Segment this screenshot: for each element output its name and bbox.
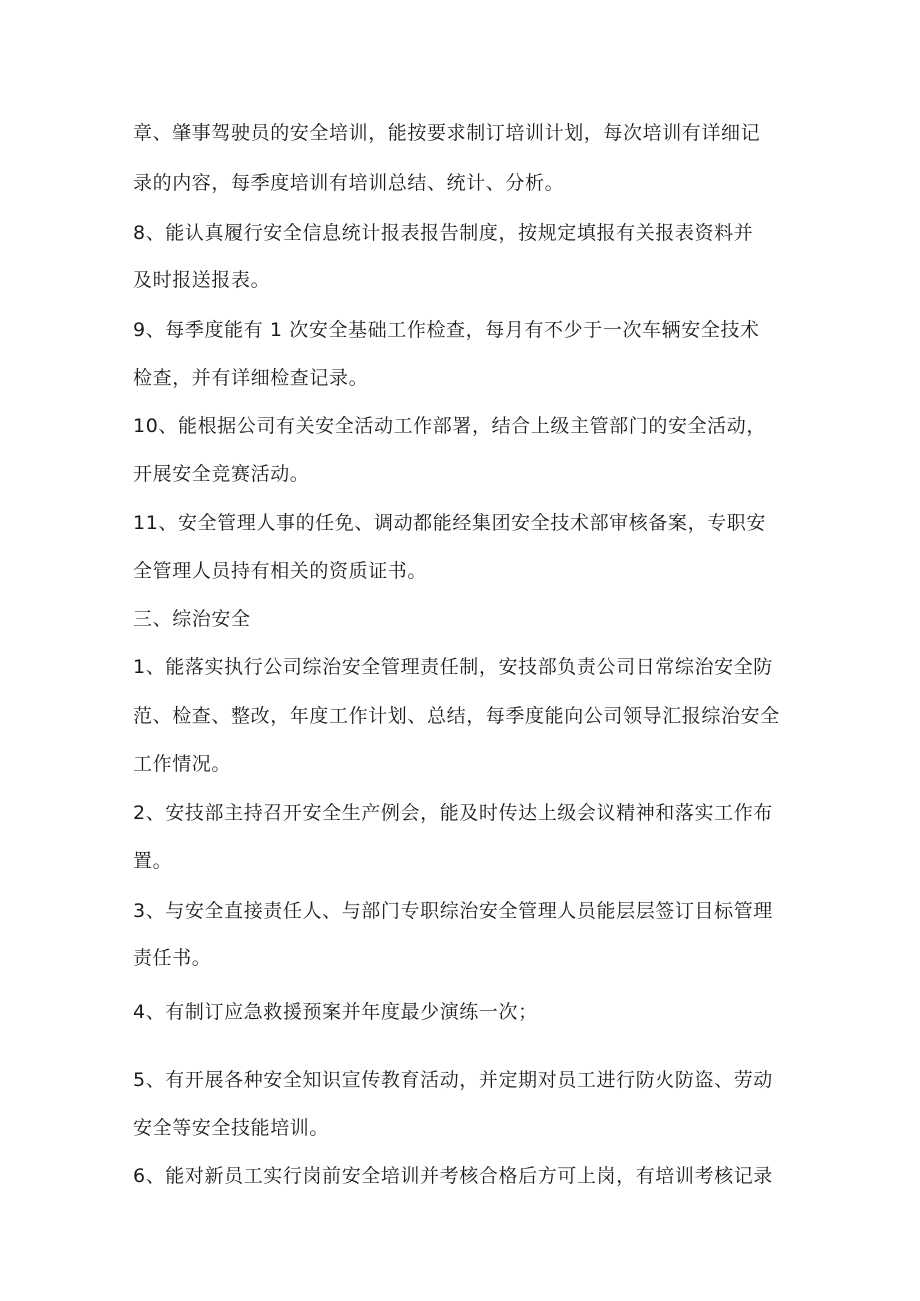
text-line: 9、每季度能有 1 次安全基础工作检查，每月有不少于一次车辆安全技术 [133,319,760,341]
text-line: 5、有开展各种安全知识宣传教育活动，并定期对员工进行防火防盗、劳动 [133,1069,773,1091]
text-line: 6、能对新员工实行岗前安全培训并考核合格后方可上岗，有培训考核记录 [133,1165,773,1187]
text-line: 及时报送报表。 [133,269,271,291]
text-line: 2、安技部主持召开安全生产例会，能及时传达上级会议精神和落实工作布 [133,802,773,824]
text-line: 4、有制订应急救援预案并年度最少演练一次； [133,1001,538,1023]
text-line: 安全等安全技能培训。 [133,1117,330,1139]
text-line: 置。 [133,850,173,872]
text-line: 全管理人员持有相关的资质证书。 [133,560,428,582]
text-line: 1、能落实执行公司综治安全管理责任制，安技部负责公司日常综治安全防 [133,656,773,678]
text-line: 10、能根据公司有关安全活动工作部署，结合上级主管部门的安全活动， [133,415,766,437]
text-line: 责任书。 [133,947,212,969]
text-line: 8、能认真履行安全信息统计报表报告制度，按规定填报有关报表资料并 [133,222,754,244]
text-line: 章、肇事驾驶员的安全培训，能按要求制订培训计划，每次培训有详细记 [133,122,761,144]
text-line: 3、与安全直接责任人、与部门专职综治安全管理人员能层层签订目标管理 [133,900,773,922]
section-heading: 三、综治安全 [133,608,251,630]
text-line: 开展安全竞赛活动。 [133,463,310,485]
text-line: 录的内容，每季度培训有培训总结、统计、分析。 [133,172,565,194]
text-line: 工作情况。 [133,753,232,775]
text-line: 检查，并有详细检查记录。 [133,367,369,389]
text-line: 范、检查、整改，年度工作计划、总结，每季度能向公司领导汇报综治安全 [133,705,780,727]
text-line: 11、安全管理人事的任免、调动都能经集团安全技术部审核备案，专职安 [133,512,766,534]
